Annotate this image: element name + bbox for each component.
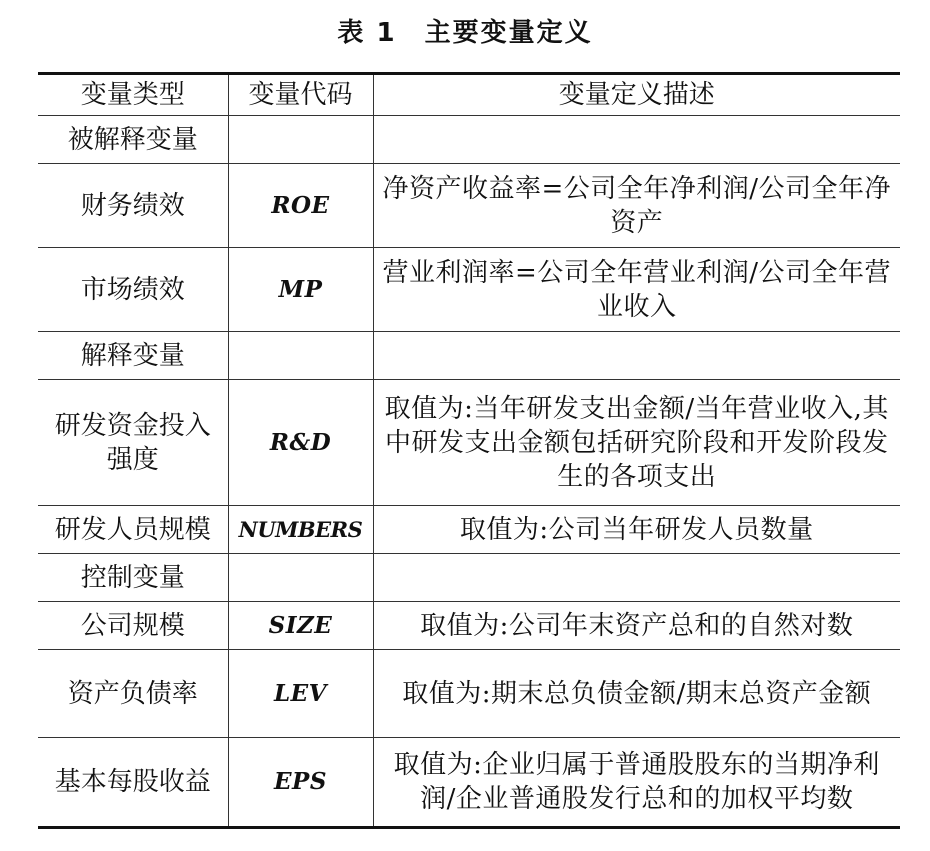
table-row (38, 380, 900, 506)
cell-code: MP (228, 248, 373, 332)
header-variable-type: 变量类型 (38, 74, 228, 116)
cell-desc: 取值为:企业归属于普通股股东的当期净利润/企业普通股发行总和的加权平均数 (373, 738, 900, 828)
table-row (38, 248, 900, 332)
table-row (38, 554, 900, 602)
cell-code: LEV (228, 650, 373, 738)
cell-type: 研发人员规模 (38, 506, 228, 554)
cell-type: 资产负债率 (38, 650, 228, 738)
table-header-row (38, 74, 900, 116)
cell-code: ROE (228, 164, 373, 248)
cell-code: R&D (228, 380, 373, 506)
cell-desc: 净资产收益率=公司全年净利润/公司全年净资产 (373, 164, 900, 248)
cell-desc: 营业利润率=公司全年营业利润/公司全年营业收入 (373, 248, 900, 332)
table-title: 表 1 主要变量定义 (337, 18, 593, 48)
cell-desc: 取值为:期末总负债金额/期末总资产金额 (373, 650, 900, 738)
cell-desc: 取值为:公司年末资产总和的自然对数 (373, 602, 900, 650)
header-variable-description: 变量定义描述 (373, 74, 900, 116)
cell-type: 市场绩效 (38, 248, 228, 332)
cell-code: EPS (228, 738, 373, 828)
header-variable-code: 变量代码 (228, 74, 373, 116)
table-row (38, 116, 900, 164)
cell-type: 控制变量 (38, 554, 228, 602)
table-row (38, 602, 900, 650)
variable-definition-table (38, 72, 900, 829)
cell-desc (373, 554, 900, 602)
table-row (38, 164, 900, 248)
cell-type: 财务绩效 (38, 164, 228, 248)
cell-code (228, 332, 373, 380)
cell-type: 被解释变量 (38, 116, 228, 164)
cell-type: 基本每股收益 (38, 738, 228, 828)
cell-code: NUMBERS (228, 506, 373, 554)
table-row (38, 332, 900, 380)
cell-code (228, 116, 373, 164)
cell-desc (373, 332, 900, 380)
cell-desc: 取值为:当年研发支出金额/当年营业收入,其中研发支出金额包括研究阶段和开发阶段发生的各项支出 (373, 380, 900, 506)
cell-type: 研发资金投入强度 (38, 380, 228, 506)
cell-code (228, 554, 373, 602)
table-row (38, 650, 900, 738)
cell-desc: 取值为:公司当年研发人员数量 (373, 506, 900, 554)
cell-desc (373, 116, 900, 164)
cell-type: 解释变量 (38, 332, 228, 380)
table-row (38, 738, 900, 828)
table-row (38, 506, 900, 554)
cell-type: 公司规模 (38, 602, 228, 650)
cell-code: SIZE (228, 602, 373, 650)
